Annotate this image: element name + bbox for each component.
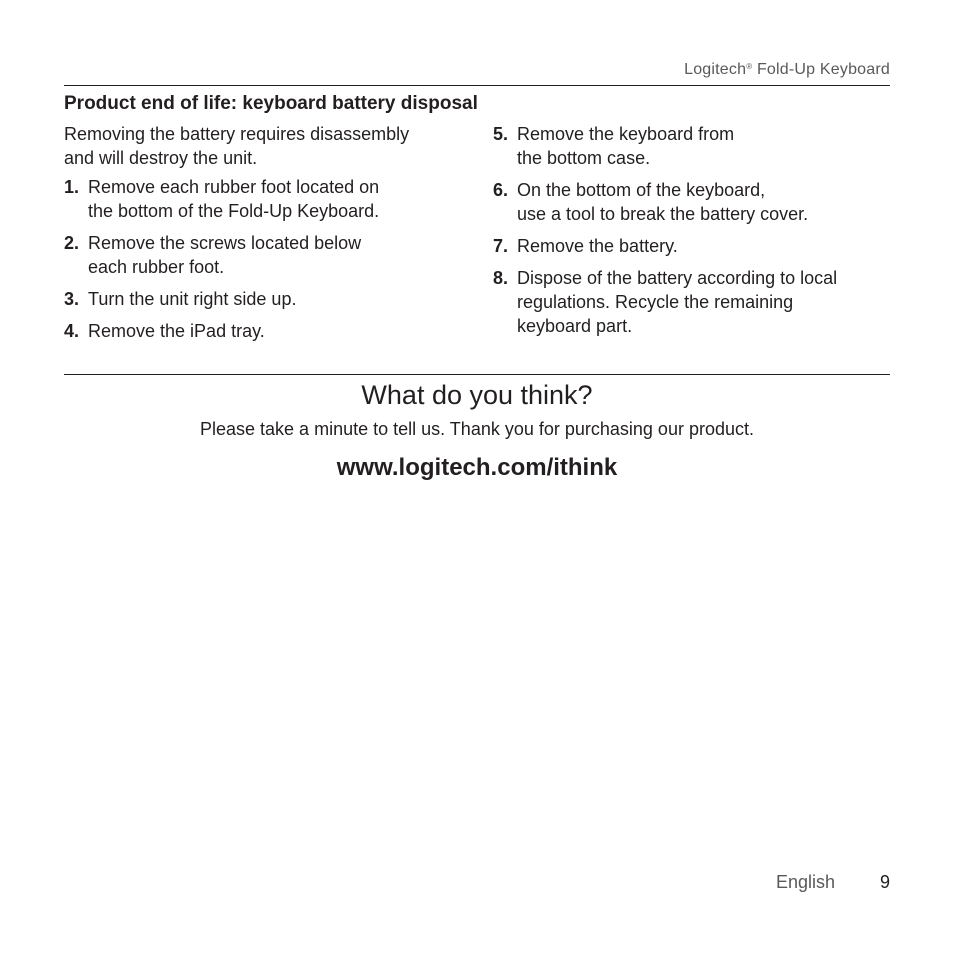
header-divider: [64, 85, 890, 86]
list-item: [493, 178, 903, 226]
step-text: Remove the battery.: [517, 236, 678, 256]
step-number: 5.: [493, 124, 509, 144]
header-brand: Logitech: [684, 61, 747, 78]
step-number: 8.: [493, 268, 509, 288]
step-number: 1.: [64, 177, 80, 197]
left-column: [64, 122, 474, 351]
section-title: Product end of life: keyboard battery disposal: [64, 93, 478, 114]
steps-list-left: [64, 175, 474, 343]
footer-language: English: [776, 872, 836, 892]
step-number: 3.: [64, 289, 80, 309]
page-number: 9: [879, 872, 890, 892]
list-item: [64, 231, 474, 279]
list-item: [493, 266, 903, 338]
step-text: Remove each rubber foot located on the bottom of the Fold-Up Keyboard.: [88, 177, 380, 221]
step-number: 2.: [64, 233, 80, 253]
step-text: On the bottom of the keyboard, use a tool to break the battery cover.: [517, 180, 809, 224]
step-text: Turn the unit right side up.: [88, 289, 297, 309]
feedback-title: What do you think?: [361, 380, 593, 410]
list-item: [493, 234, 903, 258]
feedback-subtitle: Please take a minute to tell us. Thank you for purchasing our product.: [200, 419, 754, 439]
section-divider: [64, 374, 890, 375]
running-header: [684, 61, 890, 79]
step-text: Remove the screws located below each rubber foot.: [88, 233, 362, 277]
feedback-url-link[interactable]: www.logitech.com/ithink: [336, 454, 618, 481]
step-number: 7.: [493, 236, 509, 256]
step-number: 4.: [64, 321, 80, 341]
registered-mark: ®: [746, 62, 753, 71]
list-item: [64, 175, 474, 223]
right-column: [493, 122, 903, 346]
list-item: [64, 319, 474, 343]
step-number: 6.: [493, 180, 509, 200]
steps-list-right: [493, 122, 903, 338]
step-text: Dispose of the battery according to local regulations. Recycle the remaining keyboard part.: [517, 268, 838, 336]
list-item: [493, 122, 903, 170]
section-intro: Removing the battery requires disassembly and will destroy the unit.: [64, 124, 410, 168]
step-text: Remove the iPad tray.: [88, 321, 265, 341]
header-product: Fold-Up Keyboard: [756, 61, 890, 78]
step-text: Remove the keyboard from the bottom case.: [517, 124, 735, 168]
list-item: [64, 287, 474, 311]
